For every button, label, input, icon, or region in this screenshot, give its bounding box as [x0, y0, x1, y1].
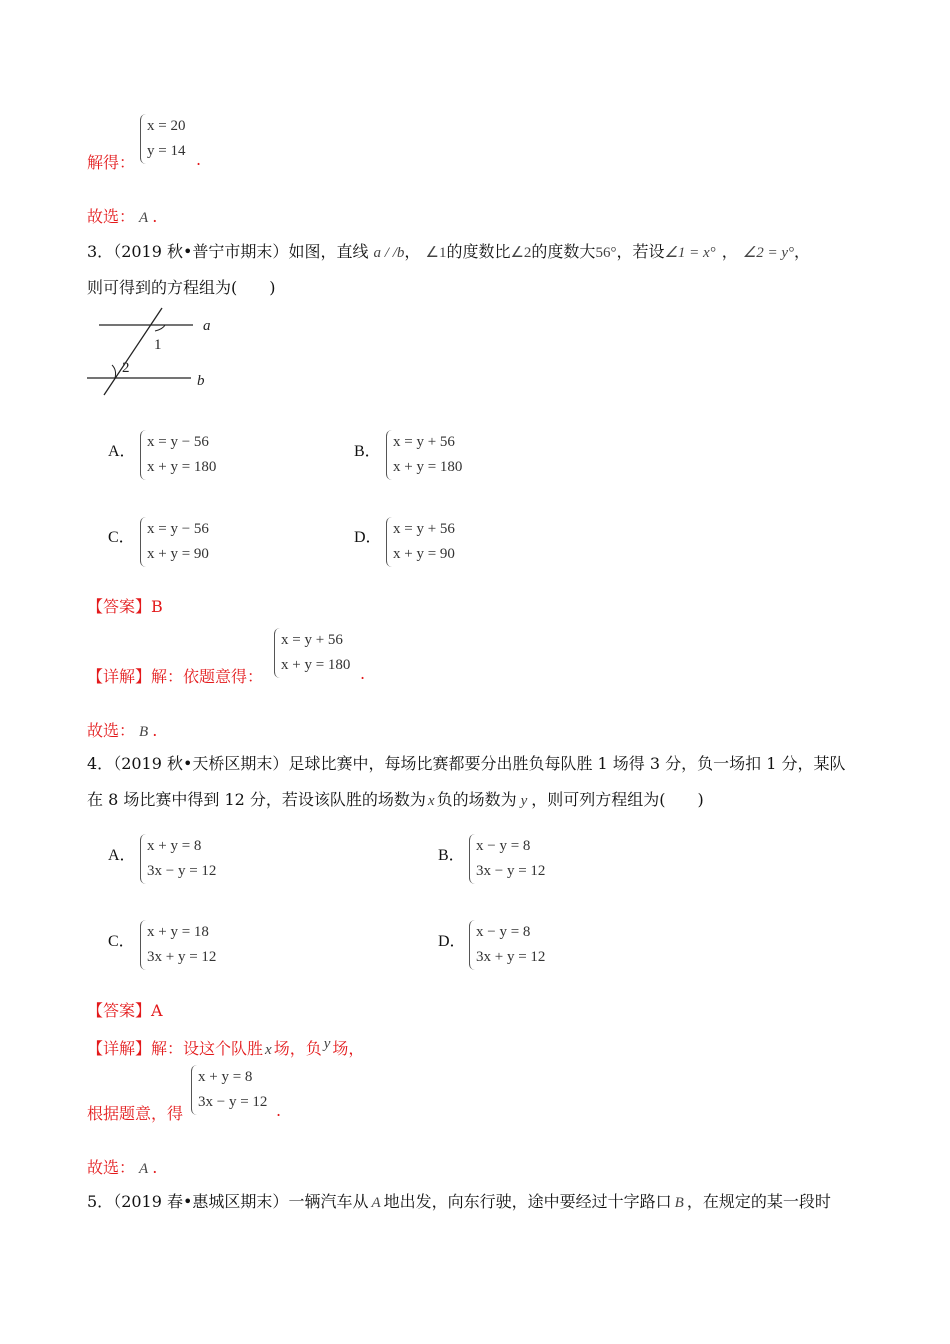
q3-option-b-label[interactable]: B．	[354, 443, 381, 460]
q3-line-1: 3．（2019 秋•普宁市期末）如图，直线 a / /b， ∠1的度数比∠2的度数大56°，若设∠1 = x° ， ∠2 = y°，	[87, 242, 811, 261]
q4-option-b-label[interactable]: B．	[438, 847, 465, 864]
q3-detail-system: x = y + 56 x + y = 180	[274, 628, 350, 678]
label-a: a	[203, 318, 211, 334]
q3-option-c[interactable]: x = y − 56 x + y = 90	[140, 517, 209, 567]
q4-option-a[interactable]: x + y = 8 3x − y = 12	[140, 834, 216, 884]
label-b: b	[197, 373, 205, 389]
q4-line-2: 在 8 场比赛中得到 12 分，若设该队胜的场数为 x 负的场数为 y ，则可列方程组为( )	[87, 790, 704, 809]
q3-option-d[interactable]: x = y + 56 x + y = 90	[386, 517, 455, 567]
q4-option-d-label[interactable]: D．	[438, 933, 466, 950]
q3-option-a[interactable]: x = y − 56 x + y = 180	[140, 430, 216, 480]
angle-2-arc	[112, 365, 116, 378]
q4-option-b[interactable]: x − y = 8 3x − y = 12	[469, 834, 545, 884]
q5-source: （2019 春•惠城区期末）	[113, 1192, 289, 1211]
q3-option-a-label[interactable]: A．	[108, 443, 136, 460]
q3-option-b[interactable]: x = y + 56 x + y = 180	[386, 430, 462, 480]
choice-letter: B	[139, 724, 149, 740]
q5-line-1: 5．（2019 春•惠城区期末）一辆汽车从 A 地出发，向东行驶，途中要经过十字路口 B ，在规定的某一段时	[87, 1192, 831, 1211]
q3-guxuan: 故选： B .	[87, 721, 158, 740]
q3-detail-dot: .	[360, 664, 366, 683]
top-guxuan: 故选： A .	[87, 207, 158, 226]
equation-line: x = 20	[147, 118, 186, 134]
q4-gen-dot: .	[276, 1101, 282, 1120]
angle-1-arc	[155, 325, 165, 331]
q3-answer: 【答案】B	[87, 597, 163, 616]
jiede-label: 解得：	[87, 153, 136, 172]
q4-option-a-label[interactable]: A．	[108, 847, 136, 864]
q4-detail: 【详解】解：设这个队胜 x 场，负 y 场，	[87, 1036, 365, 1058]
choice-letter: A	[139, 210, 149, 226]
parallel-lines-figure	[85, 305, 235, 400]
top-equation-system	[140, 114, 185, 164]
q4-gen: 根据题意，得	[87, 1104, 184, 1123]
q3-detail: 【详解】解：依题意得：	[87, 667, 264, 686]
q4-answer: 【答案】A	[87, 1001, 163, 1020]
q4-option-c-label[interactable]: C．	[108, 933, 135, 950]
q3-line-2: 则可得到的方程组为( )	[87, 278, 276, 297]
q4-source: （2019 秋•天桥区期末）	[113, 754, 289, 773]
choice-letter: A	[139, 1161, 149, 1177]
equation-line: y = 14	[147, 143, 186, 159]
q3-source: （2019 秋•普宁市期末）	[113, 242, 289, 261]
q4-option-c[interactable]: x + y = 18 3x + y = 12	[140, 920, 216, 970]
q4-guxuan: 故选： A .	[87, 1158, 158, 1177]
label-2: 2	[122, 360, 130, 376]
q4-line-1: 4．（2019 秋•天桥区期末）足球比赛中，每场比赛都要分出胜负每队胜 1 场得 3 分，负一场扣 1 分，某队	[87, 754, 846, 773]
q4-option-d[interactable]: x − y = 8 3x + y = 12	[469, 920, 545, 970]
q4-detail-system: x + y = 8 3x − y = 12	[191, 1065, 267, 1115]
q3-option-d-label[interactable]: D．	[354, 529, 382, 546]
q3-option-c-label[interactable]: C．	[108, 529, 135, 546]
jiede-dot: .	[196, 150, 202, 169]
label-1: 1	[154, 337, 162, 353]
